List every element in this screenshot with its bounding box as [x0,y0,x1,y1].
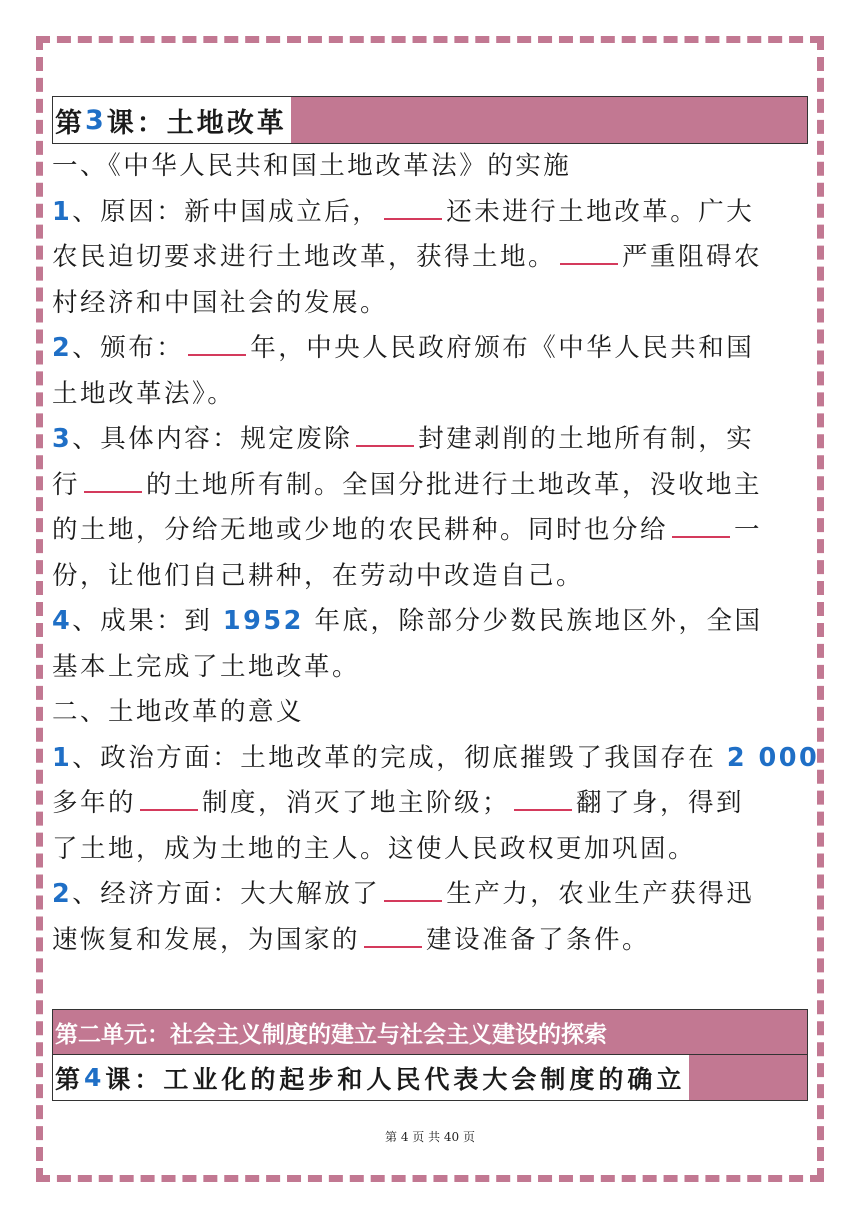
p1-text: 还未进行土地改革。广大 [446,196,755,227]
q1-text: 制度，消灭了地主阶级； [202,788,511,818]
lesson-4-title [53,1055,689,1100]
fill-blank[interactable] [672,514,730,538]
lesson-3-header [52,96,808,144]
p3-text: 行 [52,469,81,500]
p4-text: 年底，除部分少数民族地区外，全国 [303,606,763,636]
p4-line-2: 基本上完成了土地改革。 [52,651,361,682]
section-gap [52,963,808,1009]
q2-text: 生产力，农业生产获得迅 [446,879,755,909]
q2-text: 建设准备了条件。 [426,924,651,955]
q2-number: 2 [52,879,73,909]
lesson-4-header-fill [689,1055,807,1100]
p4-year: 1952 [222,606,304,636]
p3-text: 、具体内容：规定废除 [72,424,353,454]
q1-text: 、政治方面：土地改革的完成，彻底摧毁了我国存在 [72,742,727,773]
p1-line-2 [52,235,808,281]
page-number-footer: 第 4 页 共 40 页 [385,1130,475,1144]
q2-line-1 [52,872,808,918]
p3-line-3 [52,508,808,554]
p1-text: 农民迫切要求进行土地改革，获得土地。 [52,242,557,272]
fill-blank[interactable] [140,787,198,811]
fill-blank[interactable] [364,924,422,948]
lesson-3-suffix: 课：土地改革 [106,107,287,139]
fill-blank[interactable] [384,196,442,220]
p2-text: 、颁布： [72,333,185,363]
q1-line-3: 了土地，成为土地的主人。这使人民政权更加巩固。 [52,833,697,864]
p2-line-1 [52,326,808,372]
q1-line-1 [52,736,820,782]
lesson-4-suffix: 课：工业化的起步和人民代表大会制度的确立 [105,1064,686,1094]
lesson-4-number: 4 [84,1063,106,1092]
q1-text: 翻了身，得到 [576,788,745,818]
p4-number: 4 [52,606,73,636]
section-2-heading: 二、土地改革的意义 [52,697,305,727]
p2-line-2: 土地改革法》。 [52,378,236,409]
lesson-3-title [53,97,291,143]
q1-number: 1 [52,742,73,773]
section-1-heading: 一、《中华人民共和国土地改革法》的实施 [52,151,572,181]
q1-years: 2 000 [726,742,820,773]
p3-line-1 [52,417,808,463]
lesson-4-prefix: 第 [55,1064,85,1094]
fill-blank[interactable] [384,878,442,902]
p1-line-3: 村经济和中国社会的发展。 [52,287,389,318]
page-content [52,96,820,1101]
fill-blank[interactable] [560,241,618,265]
p1-text: 、原因：新中国成立后， [72,196,381,227]
p2-text: 年，中央人民政府颁布《中华人民共和国 [250,333,755,363]
p3-text: 一 [734,515,763,545]
p3-text: 的土地，分给无地或少地的农民耕种。同时也分给 [52,515,669,545]
p1-number: 1 [52,196,73,227]
p1-line-1 [52,190,808,236]
lesson-3-header-fill [291,97,807,143]
fill-blank[interactable] [84,469,142,493]
p3-line-2 [52,463,808,509]
q2-text: 速恢复和发展，为国家的 [52,924,361,955]
lesson-3-prefix: 第 [55,107,85,139]
q1-text: 多年的 [52,788,137,818]
lesson-3-number: 3 [85,104,107,136]
q2-text: 、经济方面：大大解放了 [72,879,381,909]
unit-2-header: 第二单元：社会主义制度的建立与社会主义建设的探索 [52,1009,808,1054]
p4-line-1 [52,599,808,645]
q1-line-2 [52,781,808,827]
fill-blank[interactable] [188,332,246,356]
p3-line-4: 份，让他们自己耕种，在劳动中改造自己。 [52,560,585,591]
p3-text: 封建剥削的土地所有制，实 [418,424,755,454]
p2-number: 2 [52,333,73,363]
fill-blank[interactable] [514,787,572,811]
p1-text: 严重阻碍农 [622,242,763,272]
fill-blank[interactable] [356,423,414,447]
p3-number: 3 [52,424,73,454]
p3-text: 的土地所有制。全国分批进行土地改革，没收地主 [146,469,763,500]
p4-text: 、成果：到 [72,606,223,636]
q2-line-2 [52,918,808,964]
lesson-4-header [52,1054,808,1101]
